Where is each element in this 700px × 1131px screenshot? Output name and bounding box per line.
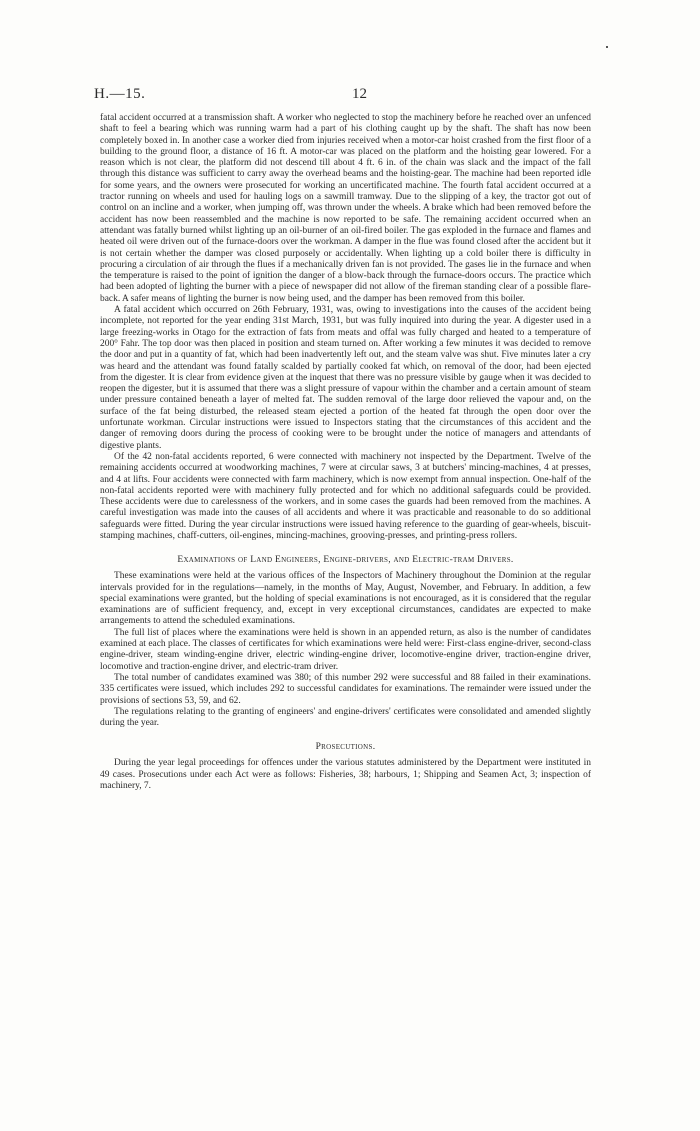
accidents-paragraph-1: fatal accident occurred at a transmission shaft. A worker who neglected to stop the machinery before he reached over an unfenced shaft to feel a bearing which was running warm had a part of his clothing caught up by the shaft. The shaft has now been completely boxed in. In another case a worker died from injuries received when a motor-car hoist crashed from the first floor of a building to the ground floor, a distance of 16 ft. A motor-car was placed on the platform and the hoisting gear lowered. For a reason which is not clear, the platform did not descend till about 4 ft. 6 in. of the chain was slack and the impact of the fall through this distance was sufficient to carry away the overhead beams and the hoisting-gear. The machine had been reported idle for some years, and the owners were prosecuted for working an uncertificated machine. The fourth fatal accident occurred at a tractor running on wheels and used for hauling logs on a sawmill tramway. Due to the slipping of a key, the tractor got out of control on an incline and a worker, when jumping off, was thrown under the wheels. A brake which had been removed before the accident has now been reassembled and the machine is now reported to be safe. The remaining accident occurred when an attendant was fatally burned whilst lighting up an oil-burner of an oil-fired boiler. The gas exploded in the furnace and flames and heated oil were driven out of the furnace-doors over the workman. A damper in the flue was found closed after the accident but it is not certain whether the damper was closed purposely or accidentally. When lighting up a cold boiler there is difficulty in procuring a circulation of air through the flues if a mechanically driven fan is not provided. The gases lie in the furnace and when the temperature is raised to the point of ignition the danger of a blow-back through the furnace-doors occurs. The practice which had been adopted of lighting the burner with a piece of newspaper did not allow of the fireman standing clear of a possible flare-back. A safer means of lighting the burner is now being used, and the damper has been removed from this boiler. <box>100 113 591 304</box>
examinations-paragraph-2: The full list of places where the examinations were held is shown in an appended return, as also is the number of candidates examined at each place. The classes of certificates for which examinations were held were: First-class engine-driver, second-class engine-driver, steam winding-engine driver, electric winding-engine driver, locomotive-engine driver, traction-engine driver, locomotive and traction-engine driver, and electric-tram driver. <box>100 627 591 672</box>
document-reference: H.—15. <box>94 86 146 102</box>
accidents-paragraph-3: Of the 42 non-fatal accidents reported, 6 were connected with machinery not inspected by the Department. Twelve of the remaining accidents occurred at woodworking machines, 7 were at circular saws, 3 at butchers' mincing-machines, 4 at presses, and 4 at lifts. Four accidents were connected with farm machinery, which is now exempt from annual inspection. One-half of the non-fatal accidents reported were with machinery fully protected and for which no additional safeguards could be provided. These accidents were due to carelessness of the workers, and in some cases the guards had been removed from the machines. A careful investigation was made into the causes of all accidents and where it was practicable and reasonable to do so additional safeguards were fitted. During the year circular instructions were issued having reference to the guarding of gear-wheels, biscuit-stamping machines, chaff-cutters, oil-engines, mincing-machines, grooving-presses, and printing-press rollers. <box>100 451 591 541</box>
page-number: 12 <box>352 86 367 102</box>
scan-mark <box>606 46 608 48</box>
examinations-paragraph-4: The regulations relating to the granting of engineers' and engine-drivers' certificates were consolidated and amended slightly during the year. <box>100 706 591 729</box>
examinations-paragraph-3: The total number of candidates examined was 380; of this number 292 were successful and 88 failed in their examinations. 335 certificates were issued, which includes 292 to successful candidates for examinations. The remainder were issued under the provisions of sections 53, 59, and 62. <box>100 672 591 706</box>
examinations-paragraph-1: These examinations were held at the various offices of the Inspectors of Machinery throughout the Dominion at the regular intervals provided for in the regulations—namely, in the months of May, August, November, and February. In addition, a few special examinations were granted, but the holding of special examinations is not encouraged, as it is considered that the regular examinations are of sufficient frequency, and, except in very exceptional circumstances, candidates are expected to make arrangements to attend the scheduled examinations. <box>100 571 591 627</box>
prosecutions-paragraph-1: During the year legal proceedings for offences under the various statutes administered by the Department were instituted in 49 cases. Prosecutions under each Act were as follows: Fisheries, 38; harbours, 1; Shipping and Seamen Act, 3; inspection of machinery, 7. <box>100 758 591 792</box>
accidents-paragraph-2: A fatal accident which occurred on 26th February, 1931, was, owing to investigations into the causes of the accident being incomplete, not reported for the year ending 31st March, 1931, but was fully inquired into during the year. A digester used in a large freezing-works in Otago for the extraction of fats from meats and offal was fully charged and heated to a temperature of 200° Fahr. The top door was then placed in position and steam turned on. After working a few minutes it was decided to remove the door and put in a quantity of fat, which had been inadvertently left out, and the steam valve was shut. Five minutes later a cry was heard and the attendant was found fatally scalded by partially cooked fat which, on removal of the door, had been ejected from the digester. It is clear from evidence given at the inquest that there was no pressure visible by gauge when it was decided to reopen the digester, but it is assumed that there was a slight pressure of vapour within the chamber and a certain amount of steam under pressure contained beneath a layer of melted fat. The sudden removal of the large door relieved the vapour and, on the surface of the fat being disturbed, the released steam ejected a portion of the heated fat through the open door over the unfortunate workman. Circular instructions were issued to Inspectors stating that the circumstances of this accident and the danger of removing doors during the process of cooking were to be brought under the notice of managers and attendants of digestive plants. <box>100 305 591 451</box>
examinations-heading: Examinations of Land Engineers, Engine-drivers, and Electric-tram Drivers. <box>177 555 514 566</box>
prosecutions-heading: Prosecutions. <box>315 742 376 753</box>
body-text <box>100 113 591 792</box>
